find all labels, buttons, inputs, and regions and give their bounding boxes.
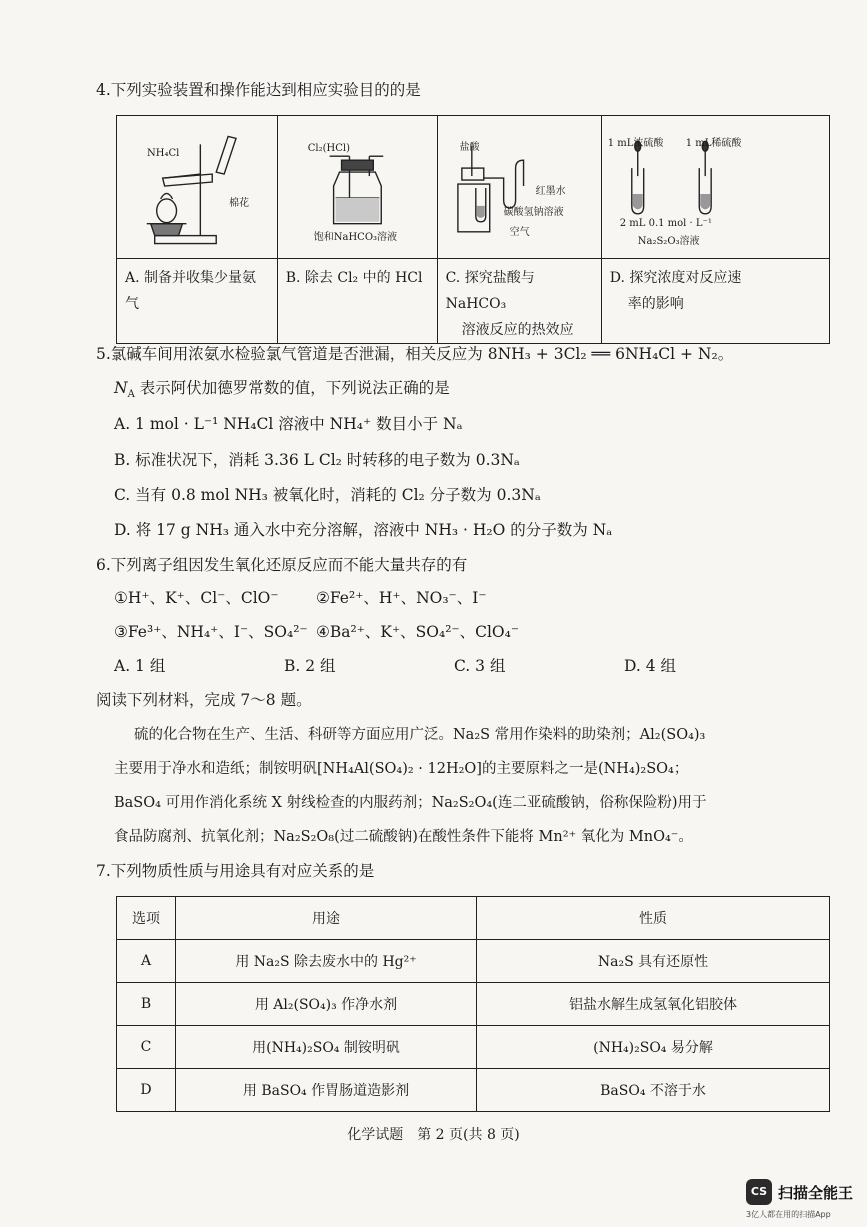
q5-option-b: B. 标准状况下，消耗 3.36 L Cl₂ 时转移的电子数为 0.3Nₐ xyxy=(114,451,520,469)
q6-group-4: ④Ba²⁺、K⁺、SO₄²⁻、ClO₄⁻ xyxy=(316,623,520,641)
row-a-use: 用 Na₂S 除去废水中的 Hg²⁺ xyxy=(176,940,477,983)
q6-group-2: ②Fe²⁺、H⁺、NO₃⁻、I⁻ xyxy=(316,589,487,607)
q6-group-1: ①H⁺、K⁺、Cl⁻、ClO⁻ xyxy=(114,589,279,607)
page-footer: 化学试题 第 2 页(共 8 页) xyxy=(347,1127,520,1143)
caption-c xyxy=(437,259,601,344)
q5-stem-2 xyxy=(114,378,450,401)
row-a-property: Na₂S 具有还原性 xyxy=(477,940,830,983)
q4-stem: 4.下列实验装置和操作能达到相应实验目的的是 xyxy=(96,81,421,99)
q6-stem: 6.下列离子组因发生氧化还原反应而不能大量共存的有 xyxy=(96,556,468,574)
q5-option-d: D. 将 17 g NH₃ 通入水中充分溶解，溶液中 NH₃ · H₂O 的分子数为 Nₐ xyxy=(114,521,613,539)
row-a-option: A xyxy=(117,940,176,983)
caption-d-line1: D. 探究浓度对反应速 xyxy=(609,270,742,286)
label-cotton: 棉花 xyxy=(229,198,249,209)
camscanner-tagline: 3亿人都在用的扫描App xyxy=(746,1210,831,1219)
label-conc-h2so4: 1 mL浓硫酸 xyxy=(607,138,664,149)
table-row xyxy=(117,940,830,983)
reading-line-2: 主要用于净水和造纸；制铵明矾[NH₄Al(SO₄)₂ · 12H₂O]的主要原料之一是(NH₄)₂SO₄； xyxy=(114,761,689,777)
header-option: 选项 xyxy=(117,897,176,940)
caption-c-line1: C. 探究盐酸与 NaHCO₃ xyxy=(445,270,535,312)
apparatus-a xyxy=(117,116,278,259)
label-nh4cl: NH₄Cl xyxy=(147,148,180,159)
q6-option-b: B. 2 组 xyxy=(284,657,336,675)
row-b-property: 铝盐水解生成氢氧化铝胶体 xyxy=(477,983,830,1026)
apparatus-b xyxy=(277,116,437,259)
camscanner-watermark xyxy=(746,1177,858,1223)
q5-stem-2-text: 表示阿伏加德罗常数的值，下列说法正确的是 xyxy=(134,379,450,397)
reading-line-3: BaSO₄ 可用作消化系统 X 射线检查的内服药剂；Na₂S₂O₄(连二亚硫酸钠，俗称保险粉)用于 xyxy=(114,795,707,811)
label-nahco3: 饱和NaHCO₃溶液 xyxy=(313,232,398,243)
label-red-ink: 红墨水 xyxy=(535,186,566,197)
q6-option-d: D. 4 组 xyxy=(624,657,677,675)
q6-group-3: ③Fe³⁺、NH₄⁺、I⁻、SO₄²⁻ xyxy=(114,623,308,641)
avogadro-subscript: A xyxy=(127,389,135,401)
reading-line-1: 硫的化合物在生产、生活、科研等方面应用广泛。Na₂S 常用作染料的助染剂；Al₂(SO₄)₃ xyxy=(134,727,706,743)
row-c-property: (NH₄)₂SO₄ 易分解 xyxy=(477,1026,830,1069)
ammonia-setup-drawing xyxy=(117,116,277,258)
table-row xyxy=(117,1026,830,1069)
caption-a: A. 制备并收集少量氨气 xyxy=(117,259,278,344)
apparatus-c xyxy=(437,116,601,259)
row-d-use: 用 BaSO₄ 作胃肠道造影剂 xyxy=(176,1069,477,1112)
camscanner-name: 扫描全能王 xyxy=(778,1184,854,1202)
caption-b: B. 除去 Cl₂ 中的 HCl xyxy=(277,259,437,344)
label-dilute-h2so4: 1 mL稀硫酸 xyxy=(685,138,742,149)
caption-c-line2: 溶液反应的热效应 xyxy=(461,322,574,338)
row-d-property: BaSO₄ 不溶于水 xyxy=(477,1069,830,1112)
label-hcl: 盐酸 xyxy=(459,142,480,153)
row-b-use: 用 Al₂(SO₄)₃ 作净水剂 xyxy=(176,983,477,1026)
table-row xyxy=(117,1069,830,1112)
header-use: 用途 xyxy=(176,897,477,940)
label-nahco3-sol: 碳酸氢钠溶液 xyxy=(503,207,564,218)
row-b-option: B xyxy=(117,983,176,1026)
caption-d-line2: 率的影响 xyxy=(627,296,684,312)
row-d-option: D xyxy=(117,1069,176,1112)
row-c-option: C xyxy=(117,1026,176,1069)
camscanner-icon: CS xyxy=(746,1179,772,1205)
q7-table xyxy=(116,896,830,1112)
q5-option-c: C. 当有 0.8 mol NH₃ 被氧化时，消耗的 Cl₂ 分子数为 0.3Nₐ xyxy=(114,486,541,504)
label-cl2-hcl: Cl₂(HCl) xyxy=(307,143,350,154)
q6-option-a: A. 1 组 xyxy=(114,657,166,675)
reading-intro: 阅读下列材料，完成 7～8 题。 xyxy=(96,691,312,709)
row-c-use: 用(NH₄)₂SO₄ 制铵明矾 xyxy=(176,1026,477,1069)
q4-apparatus-table xyxy=(116,115,830,344)
header-property: 性质 xyxy=(477,897,830,940)
reading-line-4: 食品防腐剂、抗氧化剂；Na₂S₂O₈(过二硫酸钠)在酸性条件下能将 Mn²⁺ 氧化为 MnO₄⁻。 xyxy=(114,829,693,845)
q7-stem: 7.下列物质性质与用途具有对应关系的是 xyxy=(96,862,375,880)
label-concentration: 2 mL 0.1 mol · L⁻¹ xyxy=(619,218,712,229)
q6-option-c: C. 3 组 xyxy=(454,657,506,675)
label-air: 空气 xyxy=(509,227,530,238)
q5-stem: 5.氯碱车间用浓氨水检验氯气管道是否泄漏，相关反应为 8NH₃ + 3Cl₂ ══ 6NH₄Cl + N₂。 xyxy=(96,345,734,363)
label-na2s2o3: Na₂S₂O₃溶液 xyxy=(637,236,700,247)
avogadro-symbol: N xyxy=(114,379,128,397)
table-row xyxy=(117,983,830,1026)
table-header-row xyxy=(117,897,830,940)
apparatus-d xyxy=(601,116,829,259)
q5-option-a: A. 1 mol · L⁻¹ NH₄Cl 溶液中 NH₄⁺ 数目小于 Nₐ xyxy=(114,415,463,433)
caption-d xyxy=(601,259,829,344)
